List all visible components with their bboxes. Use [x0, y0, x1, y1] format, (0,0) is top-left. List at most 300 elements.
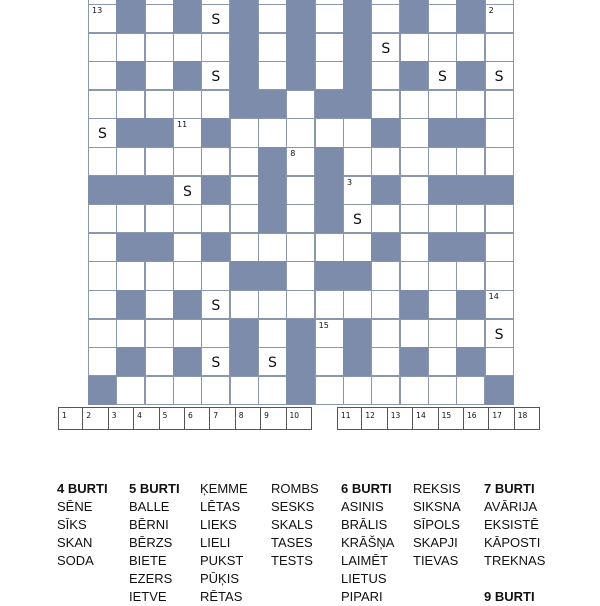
word: EZERS	[129, 571, 173, 586]
grid-block-cell	[286, 319, 315, 348]
grid-cell[interactable]	[88, 33, 117, 62]
grid-block-cell	[315, 204, 344, 233]
grid-cell[interactable]	[343, 376, 372, 405]
grid-cell[interactable]	[173, 204, 202, 233]
grid-cell[interactable]	[315, 233, 344, 262]
answer-key-box[interactable]	[58, 407, 83, 430]
grid-block-cell	[315, 147, 344, 176]
grid-cell[interactable]	[258, 319, 287, 348]
answer-key-number: 15	[441, 411, 452, 420]
grid-block-cell	[116, 4, 145, 33]
grid-cell[interactable]	[286, 233, 315, 262]
answer-key-number: 11	[341, 411, 351, 420]
grid-cell[interactable]	[315, 61, 344, 90]
grid-cell[interactable]	[145, 376, 174, 405]
word: ĶEMME	[200, 481, 248, 496]
grid-cell[interactable]	[88, 118, 117, 147]
grid-block-cell	[456, 290, 485, 319]
grid-cell[interactable]	[428, 90, 457, 119]
answer-key-box[interactable]	[388, 407, 413, 430]
word: BRĀLIS	[341, 517, 388, 532]
grid-block-cell	[343, 90, 372, 119]
grid-block-cell	[230, 33, 259, 62]
grid-cell[interactable]	[116, 319, 145, 348]
grid-cell[interactable]	[485, 204, 514, 233]
grid-cell[interactable]	[201, 147, 230, 176]
grid-cell[interactable]	[145, 90, 174, 119]
word: SKAPJI	[413, 535, 458, 550]
grid-block-cell	[485, 176, 514, 205]
answer-key-number: 5	[162, 411, 168, 420]
grid-block-cell	[145, 176, 174, 205]
grid-cell[interactable]	[173, 33, 202, 62]
answer-key-box[interactable]	[439, 407, 464, 430]
grid-cell[interactable]	[456, 33, 485, 62]
grid-cell[interactable]	[428, 61, 457, 90]
word: LIELI	[200, 535, 231, 550]
grid-cell[interactable]	[173, 376, 202, 405]
grid-cell[interactable]	[371, 261, 400, 290]
grid-block-cell	[456, 347, 485, 376]
grid-cell[interactable]	[201, 204, 230, 233]
grid-block-cell	[201, 118, 230, 147]
grid-block-cell	[343, 347, 372, 376]
grid-cell[interactable]	[230, 233, 259, 262]
grid-cell[interactable]	[258, 233, 287, 262]
answer-key-box[interactable]	[109, 407, 134, 430]
grid-cell[interactable]	[485, 147, 514, 176]
answer-key-box[interactable]	[287, 407, 312, 430]
grid-cell[interactable]	[258, 376, 287, 405]
grid-block-cell	[201, 176, 230, 205]
grid-cell[interactable]	[145, 61, 174, 90]
grid-cell[interactable]	[173, 319, 202, 348]
grid-cell[interactable]	[88, 4, 117, 33]
grid-cell[interactable]	[230, 147, 259, 176]
grid-cell[interactable]	[343, 233, 372, 262]
grid-cell[interactable]	[485, 90, 514, 119]
grid-cell[interactable]	[201, 376, 230, 405]
grid-block-cell	[286, 347, 315, 376]
given-letter: S	[183, 183, 192, 200]
word: BĒRNI	[129, 517, 169, 532]
grid-cell[interactable]	[258, 4, 287, 33]
grid-block-cell	[116, 176, 145, 205]
grid-cell[interactable]	[371, 147, 400, 176]
given-letter: S	[211, 355, 221, 372]
grid-cell[interactable]	[286, 290, 315, 319]
grid-cell[interactable]	[428, 261, 457, 290]
grid-cell[interactable]	[371, 204, 400, 233]
word: BALLE	[129, 499, 170, 514]
grid-cell[interactable]	[286, 261, 315, 290]
answer-key-box[interactable]	[464, 407, 489, 430]
grid-block-cell	[88, 176, 117, 205]
grid-cell[interactable]	[371, 376, 400, 405]
grid-block-cell	[173, 290, 202, 319]
grid-cell[interactable]	[88, 319, 117, 348]
word: SKAN	[57, 535, 93, 550]
grid-cell[interactable]	[201, 261, 230, 290]
grid-cell[interactable]	[258, 118, 287, 147]
clue-number: 13	[92, 6, 103, 15]
grid-cell[interactable]	[400, 147, 429, 176]
grid-cell[interactable]	[428, 319, 457, 348]
word-column-1	[57, 480, 129, 570]
grid-cell[interactable]	[315, 33, 344, 62]
grid-cell[interactable]	[116, 376, 145, 405]
grid-cell[interactable]	[456, 147, 485, 176]
grid-block-cell	[456, 233, 485, 262]
word: BIETE	[129, 553, 167, 568]
grid-cell[interactable]	[258, 290, 287, 319]
grid-cell[interactable]	[456, 90, 485, 119]
grid-cell[interactable]	[88, 233, 117, 262]
grid-cell[interactable]	[400, 233, 429, 262]
word: TREKNAS	[484, 553, 546, 568]
given-letter: S	[267, 355, 277, 372]
grid-block-cell	[230, 90, 259, 119]
given-letter: S	[98, 126, 107, 143]
grid-block-cell	[428, 176, 457, 205]
grid-cell[interactable]	[230, 204, 259, 233]
answer-key-box[interactable]	[134, 407, 159, 430]
grid-cell[interactable]	[286, 204, 315, 233]
grid-cell[interactable]	[116, 204, 145, 233]
grid-cell[interactable]	[173, 233, 202, 262]
grid-block-cell	[173, 4, 202, 33]
grid-block-cell	[173, 347, 202, 376]
grid-cell[interactable]	[371, 319, 400, 348]
grid-cell[interactable]	[315, 347, 344, 376]
clue-number: 15	[318, 320, 329, 330]
grid-cell[interactable]	[286, 118, 315, 147]
grid-cell[interactable]	[88, 347, 117, 376]
word-column-3	[200, 480, 272, 606]
grid-cell[interactable]	[371, 290, 400, 319]
grid-cell[interactable]	[400, 33, 429, 62]
grid-block-cell	[456, 61, 485, 90]
answer-key-number: 4	[137, 411, 142, 420]
grid-block-cell	[456, 176, 485, 205]
word: TASES	[271, 535, 313, 550]
grid-cell[interactable]	[485, 4, 514, 33]
grid-cell[interactable]	[400, 90, 429, 119]
grid-block-cell	[428, 118, 457, 147]
word: AVĀRIJA	[484, 499, 538, 514]
grid-cell[interactable]	[428, 376, 457, 405]
answer-key-box[interactable]	[83, 407, 108, 430]
grid-cell[interactable]	[116, 261, 145, 290]
grid-cell[interactable]	[428, 290, 457, 319]
answer-key-box[interactable]	[210, 407, 235, 430]
answer-key-box[interactable]	[515, 407, 540, 430]
grid-cell[interactable]	[315, 319, 344, 348]
word: RĒTAS	[200, 589, 243, 604]
grid-block-cell	[230, 319, 259, 348]
grid-cell[interactable]	[400, 176, 429, 205]
grid-block-cell	[230, 261, 259, 290]
grid-cell[interactable]	[315, 290, 344, 319]
word: TESTS	[271, 553, 313, 568]
grid-cell[interactable]	[400, 118, 429, 147]
grid-block-cell	[428, 233, 457, 262]
grid-block-cell	[230, 61, 259, 90]
grid-block-cell	[343, 261, 372, 290]
grid-block-cell	[286, 4, 315, 33]
grid-cell[interactable]	[116, 33, 145, 62]
grid-block-cell	[145, 233, 174, 262]
answer-key-number: 17	[492, 411, 502, 420]
grid-cell[interactable]	[428, 347, 457, 376]
clue-number: 14	[488, 292, 499, 301]
given-letter: S	[211, 12, 221, 29]
grid-block-cell	[116, 61, 145, 90]
grid-block-cell	[456, 118, 485, 147]
grid-cell[interactable]	[428, 204, 457, 233]
grid-block-cell	[343, 61, 372, 90]
grid-cell[interactable]	[88, 290, 117, 319]
grid-cell[interactable]	[428, 4, 457, 33]
given-letter: S	[381, 40, 391, 57]
grid-block-cell	[116, 290, 145, 319]
grid-cell[interactable]	[230, 376, 259, 405]
answer-key-number: 9	[264, 411, 269, 420]
grid-cell[interactable]	[343, 176, 372, 205]
grid-cell[interactable]	[145, 261, 174, 290]
grid-cell[interactable]	[428, 33, 457, 62]
grid-cell[interactable]	[485, 233, 514, 262]
grid-block-cell	[116, 347, 145, 376]
grid-cell[interactable]	[173, 176, 202, 205]
word: SODA	[57, 553, 94, 568]
answer-key-box[interactable]	[185, 407, 210, 430]
grid-cell[interactable]	[371, 347, 400, 376]
grid-cell[interactable]	[201, 33, 230, 62]
grid-block-cell	[230, 4, 259, 33]
given-letter: S	[352, 212, 362, 229]
grid-cell[interactable]	[230, 290, 259, 319]
answer-key-number: 13	[390, 411, 401, 420]
column-heading: 7 BURTI	[484, 481, 535, 496]
answer-key-number: 12	[365, 411, 375, 420]
word: LAIMĒT	[341, 553, 388, 568]
word-column-7	[484, 480, 556, 606]
given-letter: S	[211, 69, 221, 86]
grid-cell[interactable]	[258, 347, 287, 376]
grid-cell[interactable]	[456, 261, 485, 290]
grid-cell[interactable]	[400, 376, 429, 405]
grid-block-cell	[315, 90, 344, 119]
grid-cell[interactable]	[371, 33, 400, 62]
clue-number: 2	[488, 6, 494, 15]
grid-cell[interactable]	[286, 90, 315, 119]
grid-cell[interactable]	[145, 147, 174, 176]
grid-block-cell	[456, 4, 485, 33]
grid-edge-band	[88, 376, 116, 405]
word: EKSISTĒ	[484, 517, 539, 532]
grid-cell[interactable]	[201, 290, 230, 319]
grid-cell[interactable]	[400, 319, 429, 348]
grid-cell[interactable]	[485, 347, 514, 376]
word: SĪPOLS	[413, 517, 460, 532]
grid-cell[interactable]	[173, 118, 202, 147]
grid-cell[interactable]	[145, 347, 174, 376]
grid-cell[interactable]	[145, 33, 174, 62]
grid-cell[interactable]	[428, 147, 457, 176]
grid-block-cell	[315, 261, 344, 290]
grid-cell[interactable]	[485, 61, 514, 90]
grid-cell[interactable]	[88, 61, 117, 90]
word-column-6	[413, 480, 485, 570]
word: SĪKS	[57, 517, 87, 532]
answer-key-strip-left	[58, 407, 312, 430]
crossword-grid-area	[88, 0, 513, 394]
grid-cell[interactable]	[173, 147, 202, 176]
grid-cell[interactable]	[343, 204, 372, 233]
grid-cell[interactable]	[456, 319, 485, 348]
grid-cell[interactable]	[485, 33, 514, 62]
grid-cell[interactable]	[145, 4, 174, 33]
word: LIEKS	[200, 517, 237, 532]
word: KĀPOSTI	[484, 535, 541, 550]
column-heading: 4 BURTI	[57, 481, 108, 496]
grid-cell[interactable]	[286, 147, 315, 176]
grid-cell[interactable]	[230, 176, 259, 205]
grid-cell[interactable]	[201, 90, 230, 119]
word: PUKST	[200, 553, 244, 568]
word: LIETUS	[341, 571, 387, 586]
grid-cell[interactable]	[315, 4, 344, 33]
column-heading: 5 BURTI	[129, 481, 180, 496]
grid-cell[interactable]	[258, 61, 287, 90]
grid-cell[interactable]	[88, 147, 117, 176]
word: ROMBS	[271, 481, 319, 496]
word: REKSIS	[413, 481, 461, 496]
answer-key-number: 1	[62, 411, 67, 420]
grid-cell[interactable]	[343, 147, 372, 176]
grid-block-cell	[116, 233, 145, 262]
grid-cell[interactable]	[145, 290, 174, 319]
word: IETVE	[129, 589, 167, 604]
given-letter: S	[211, 298, 221, 315]
grid-cell[interactable]	[371, 61, 400, 90]
grid-cell[interactable]	[343, 118, 372, 147]
answer-key-number: 18	[517, 411, 528, 420]
word: PŪĶIS	[200, 571, 240, 586]
grid-block-cell	[230, 347, 259, 376]
grid-block-cell	[343, 4, 372, 33]
answer-key-box[interactable]	[413, 407, 438, 430]
grid-block-cell	[286, 33, 315, 62]
clue-number: 8	[290, 149, 296, 158]
grid-block-cell	[400, 290, 429, 319]
answer-key-strip-right	[337, 407, 540, 430]
answer-key-number: 14	[416, 411, 426, 420]
grid-cell[interactable]	[201, 347, 230, 376]
grid-cell[interactable]	[485, 290, 514, 319]
clue-number: 3	[346, 177, 353, 187]
grid-cell[interactable]	[456, 204, 485, 233]
grid-cell[interactable]	[343, 290, 372, 319]
word: BĒRZS	[129, 535, 173, 550]
grid-cell[interactable]	[173, 90, 202, 119]
grid-block-cell	[258, 90, 287, 119]
grid-cell[interactable]	[371, 90, 400, 119]
answer-key-number: 3	[111, 411, 117, 420]
answer-key-box[interactable]	[160, 407, 185, 430]
grid-cell[interactable]	[485, 319, 514, 348]
word: ASINIS	[341, 499, 384, 514]
grid-cell[interactable]	[315, 118, 344, 147]
grid-block-cell	[371, 118, 400, 147]
grid-cell[interactable]	[286, 176, 315, 205]
grid-cell[interactable]	[485, 261, 514, 290]
grid-cell[interactable]	[88, 204, 117, 233]
grid-block-cell	[258, 147, 287, 176]
word-column-4	[271, 480, 343, 570]
grid-cell[interactable]	[145, 319, 174, 348]
crossword-grid	[88, 0, 513, 394]
answer-key-box[interactable]	[489, 407, 514, 430]
grid-block-cell	[400, 61, 429, 90]
grid-cell[interactable]	[116, 90, 145, 119]
grid-cell[interactable]	[258, 33, 287, 62]
word: LĒTAS	[200, 499, 241, 514]
grid-cell[interactable]	[201, 319, 230, 348]
answer-key-number: 8	[238, 411, 244, 420]
grid-block-cell	[315, 176, 344, 205]
word-column-5	[341, 480, 413, 606]
given-letter: S	[437, 69, 447, 86]
grid-cell[interactable]	[173, 261, 202, 290]
grid-cell[interactable]	[456, 376, 485, 405]
grid-cell[interactable]	[201, 61, 230, 90]
grid-block-cell	[286, 61, 315, 90]
grid-cell[interactable]	[201, 4, 230, 33]
grid-block-cell	[343, 33, 372, 62]
word: SIKSNA	[413, 499, 461, 514]
given-letter: S	[494, 326, 504, 343]
answer-key-number: 7	[213, 411, 219, 420]
grid-cell[interactable]	[485, 118, 514, 147]
word: KRĀŠŅA	[341, 535, 395, 550]
grid-block-cell	[145, 118, 174, 147]
grid-cell[interactable]	[400, 204, 429, 233]
grid-cell[interactable]	[88, 90, 117, 119]
grid-cell[interactable]	[315, 376, 344, 405]
answer-key-box[interactable]	[337, 407, 362, 430]
answer-key-number: 16	[466, 411, 477, 420]
grid-block-cell	[173, 61, 202, 90]
answer-key-box[interactable]	[362, 407, 387, 430]
answer-key-box[interactable]	[261, 407, 286, 430]
answer-key-box[interactable]	[236, 407, 261, 430]
grid-cell[interactable]	[371, 4, 400, 33]
column-heading: 6 BURTI	[341, 481, 392, 496]
grid-block-cell	[485, 376, 514, 405]
grid-cell[interactable]	[400, 261, 429, 290]
answer-key-number: 10	[289, 411, 300, 420]
grid-cell[interactable]	[116, 147, 145, 176]
grid-cell[interactable]	[88, 261, 117, 290]
column-heading: 9 BURTI	[484, 589, 535, 604]
grid-block-cell	[258, 204, 287, 233]
grid-cell[interactable]	[145, 204, 174, 233]
grid-cell[interactable]	[230, 118, 259, 147]
grid-block-cell	[400, 347, 429, 376]
grid-block-cell	[371, 233, 400, 262]
